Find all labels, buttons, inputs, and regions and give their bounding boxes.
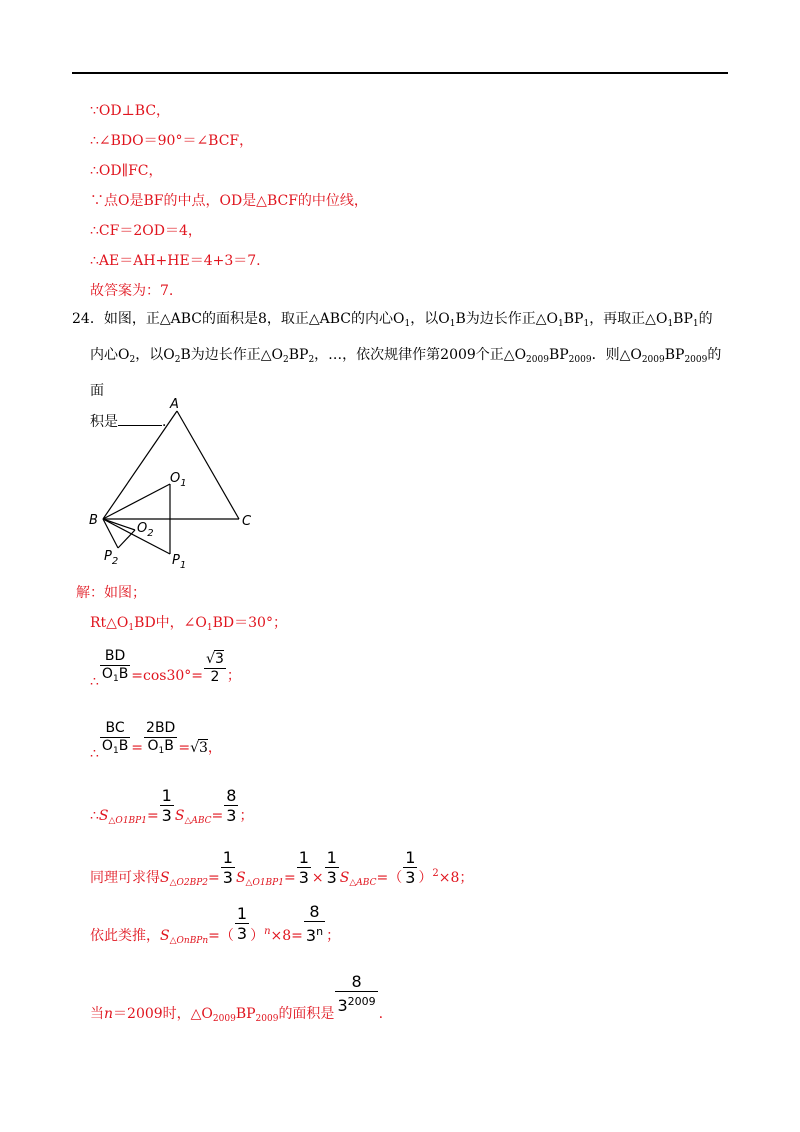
question-line-2: 内心$O_2$，以$O_2B$为边长作正$\triangle O_2BP_2$，…，依次规律作第2009个正$\triangle O_{2009}BP_{2009}$．则$\triangle O_{2009}BP_{2009}$的面: [90, 347, 722, 399]
fraction-8-3n: $\frac{8}{3^n}$: [305, 902, 324, 945]
geometry-figure: [84, 394, 264, 574]
edge-o2p2: [118, 530, 135, 548]
fraction-sqrt3-2: $\frac{√3}{2}$: [206, 651, 224, 685]
label-a: A: [170, 397, 179, 412]
solution-line: ∵点O是BF的中点，OD是△BCF的中位线，: [90, 193, 368, 209]
solution-rt-line: $Rt\triangle O_1BD$中，$\angle O_1BD=30^\circ$；: [90, 615, 287, 633]
fraction-bd-o1b: $\frac{BD}{O_1B}$: [101, 648, 129, 684]
edge-ac: [177, 411, 239, 519]
fraction-1-3: $\frac{1}{3}$: [161, 786, 172, 825]
formula-bc: ∴ $\frac{BC}{O_1B}$ = $\frac{2BD}{O_1B}$ =√3，: [90, 720, 222, 762]
fraction-8-3-2009: $\frac{8}{3^{2009}}$: [337, 972, 376, 1015]
header-rule: [72, 72, 728, 74]
label-p1: $P_1$: [172, 553, 187, 571]
label-o2: $O_2$: [137, 521, 154, 539]
formula-s2: 同理可求得$S_{\triangle O2BP2}=$ $\frac{1}{3}$ $S_{\triangle O1BP1}=$ $\frac{1}{3}$ × $\frac{1}{3}$ $S_{\triangle ABC}=$（ $\frac{1}{3}$ ）$^2$×8；: [90, 848, 474, 888]
formula-cos: ∴ $\frac{BD}{O_1B}$ =cos30°= $\frac{√3}{2}$ ；: [90, 648, 241, 690]
label-b: B: [89, 513, 98, 528]
formula-s1: $\therefore S_{\triangle O1BP1}=$ $\frac{1}{3}$ $S_{\triangle ABC}=$ $\frac{8}{3}$ ；: [90, 786, 254, 826]
formula-sn: 依此类推，$S_{\triangle OnBPn}=$（ $\frac{1}{3}$ ）$^n$×8= $\frac{8}{3^n}$ ；: [90, 902, 341, 946]
question-line-3: 积是 ．: [90, 414, 176, 430]
formula-final: 当n＝2009时，$\triangle O_{2009}BP_{2009}$的面积是 $\frac{8}{3^{2009}}$ .: [90, 972, 384, 1024]
fraction-1-3: $\frac{1}{3}$: [236, 904, 248, 943]
edge-bo1: [103, 484, 170, 519]
label-p2: $P_2$: [104, 549, 119, 567]
fraction-8-3: $\frac{8}{3}$: [226, 786, 237, 825]
solution-intro: 解：如图；: [76, 585, 146, 601]
fraction-1-3: $\frac{1}{3}$: [326, 848, 337, 887]
solution-line: ∴OD∥FC，: [90, 163, 163, 179]
fraction-bc-o1b: $\frac{BC}{O_1B}$: [101, 720, 129, 756]
fraction-1-3: $\frac{1}{3}$: [222, 848, 233, 887]
solution-line: ∵OD⊥BC，: [90, 103, 171, 119]
answer-line: 故答案为：7.: [90, 283, 174, 299]
fraction-1-3: $\frac{1}{3}$: [298, 848, 309, 887]
edge-ba: [103, 411, 177, 519]
label-c: C: [242, 514, 252, 529]
solution-line: ∴∠BDO＝90°＝∠BCF，: [90, 133, 254, 149]
solution-line: ∴AE＝AH+HE＝4+3＝7.: [90, 253, 261, 269]
label-o1: $O_1$: [170, 471, 187, 489]
question-line-1: 24．如图，正△ABC的面积是8，取正△ABC的内心$O_1$，以$O_1B$为边长作正$\triangle O_1BP_1$，再取正$\triangle O_1BP_1$的: [72, 311, 713, 329]
solution-line: ∴CF＝2OD＝4，: [90, 223, 202, 239]
fraction-2bd-o1b: $\frac{2BD}{O_1B}$: [146, 720, 176, 756]
fraction-1-3: $\frac{1}{3}$: [405, 848, 416, 887]
